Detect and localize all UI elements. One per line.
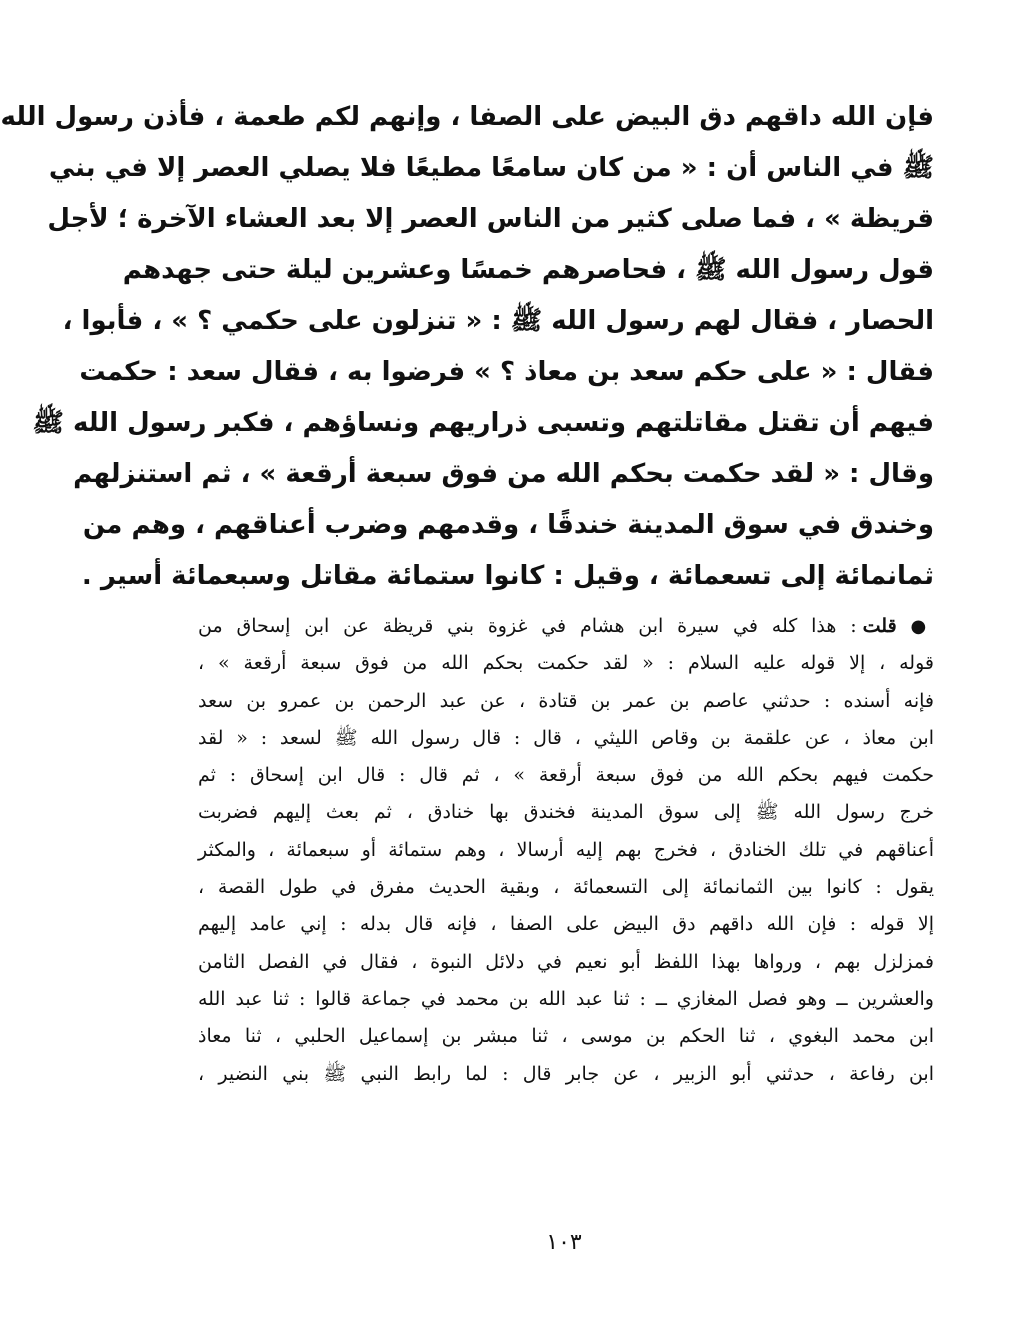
commentary-line: فإنه أسنده : حدثني عاصم بن عمر بن قتادة ، عن عبد الرحمن بن عمرو بن سعد <box>198 689 934 712</box>
main-text-line: فقال : « على حكم سعد بن معاذ ؟ » فرضوا به ، فقال سعد : حكمت <box>79 357 934 387</box>
commentary-line: ابن محمد البغوي ، ثنا الحكم بن موسى ، ثنا مبشر بن إسماعيل الحلبي ، ثنا معاذ <box>198 1025 934 1048</box>
main-text-line: الحصار ، فقال لهم رسول الله ﷺ : « تنزلون على حكمي ؟ » ، فأبوا ، <box>62 306 934 336</box>
commentary-line: ابن رفاعة ، حدثني أبو الزبير ، عن جابر قال : لما رابط النبي ﷺ بني النضير ، <box>198 1062 934 1085</box>
main-text-line: قريظة » ، فما صلى كثير من الناس العصر إلا بعد العشاء الآخرة ؛ لأجل <box>47 204 934 234</box>
commentary-line: فمزلزل بهم ، ورواها بهذا اللفظ أبو نعيم في دلائل النبوة ، فقال في الفصل الثامن <box>198 950 934 973</box>
commentary-block <box>198 608 934 1093</box>
main-text-block <box>0 92 934 602</box>
main-text-line: ﷺ في الناس أن : « من كان سامعًا مطيعًا فلا يصلي العصر إلا في بني <box>48 153 934 183</box>
commentary-line: خرج رسول الله ﷺ إلى سوق المدينة فخندق بها خنادق ، ثم بعث إليهم فضربت <box>198 801 934 824</box>
commentary-line: قوله ، إلا قوله عليه السلام : « لقد حكمت بحكم الله من فوق سبعة أرقعة » ، <box>198 652 934 675</box>
page-number: ١٠٣ <box>546 1230 582 1255</box>
commentary-line: والعشرين ــ وهو فصل المغازي ــ : ثنا عبد الله بن محمد في جماعة قالوا : ثنا عبد الله <box>198 987 934 1010</box>
commentary-line-text: : هذا كله في سيرة ابن هشام في غزوة بني قريظة عن ابن إسحاق من <box>198 615 863 637</box>
commentary-line: حكمت فيهم بحكم الله من فوق سبعة أرقعة » ، ثم قال : قال ابن إسحاق : ثم <box>198 764 934 787</box>
commentary-line: إلا قوله : فإن الله داقهم دق البيض على الصفا ، فإنه قال بدله : إني عامد إليهم <box>198 913 934 936</box>
main-text-line: قول رسول الله ﷺ ، فحاصرهم خمسًا وعشرين ليلة حتى جهدهم <box>122 255 934 285</box>
commentary-line: أعناقهم في تلك الخنادق ، فخرج بهم إليه أرسالا ، وهم ستمائة أو سبعمائة ، والمكثر <box>198 838 934 861</box>
main-text-line: وقال : « لقد حكمت بحكم الله من فوق سبعة أرقعة » ، ثم استنزلهم <box>73 459 934 489</box>
commentary-line: يقول : كانوا بين الثمانمائة إلى التسعمائة ، وبقية الحديث مفرق في طول القصة ، <box>198 876 934 899</box>
commentary-label: قلت <box>862 615 897 637</box>
bullet-icon: ● <box>910 616 934 637</box>
main-text-line: ثمانمائة إلى تسعمائة ، وقيل : كانوا ستمائة مقاتل وسبعمائة أسير . <box>81 561 934 591</box>
main-text-line: فإن الله داقهم دق البيض على الصفا ، وإنهم لكم طعمة ، فأذن رسول الله <box>0 102 934 132</box>
commentary-line: ابن معاذ ، عن علقمة بن وقاص الليثي ، قال : قال رسول الله ﷺ لسعد : « لقد <box>198 726 934 749</box>
commentary-first-line <box>198 608 934 645</box>
main-text-line: وخندق في سوق المدينة خندقًا ، وقدمهم وضرب أعناقهم ، وهم من <box>82 510 934 540</box>
main-text-line: فيهم أن تقتل مقاتلتهم وتسبى ذراريهم ونساؤهم ، فكبر رسول الله ﷺ <box>32 408 934 438</box>
